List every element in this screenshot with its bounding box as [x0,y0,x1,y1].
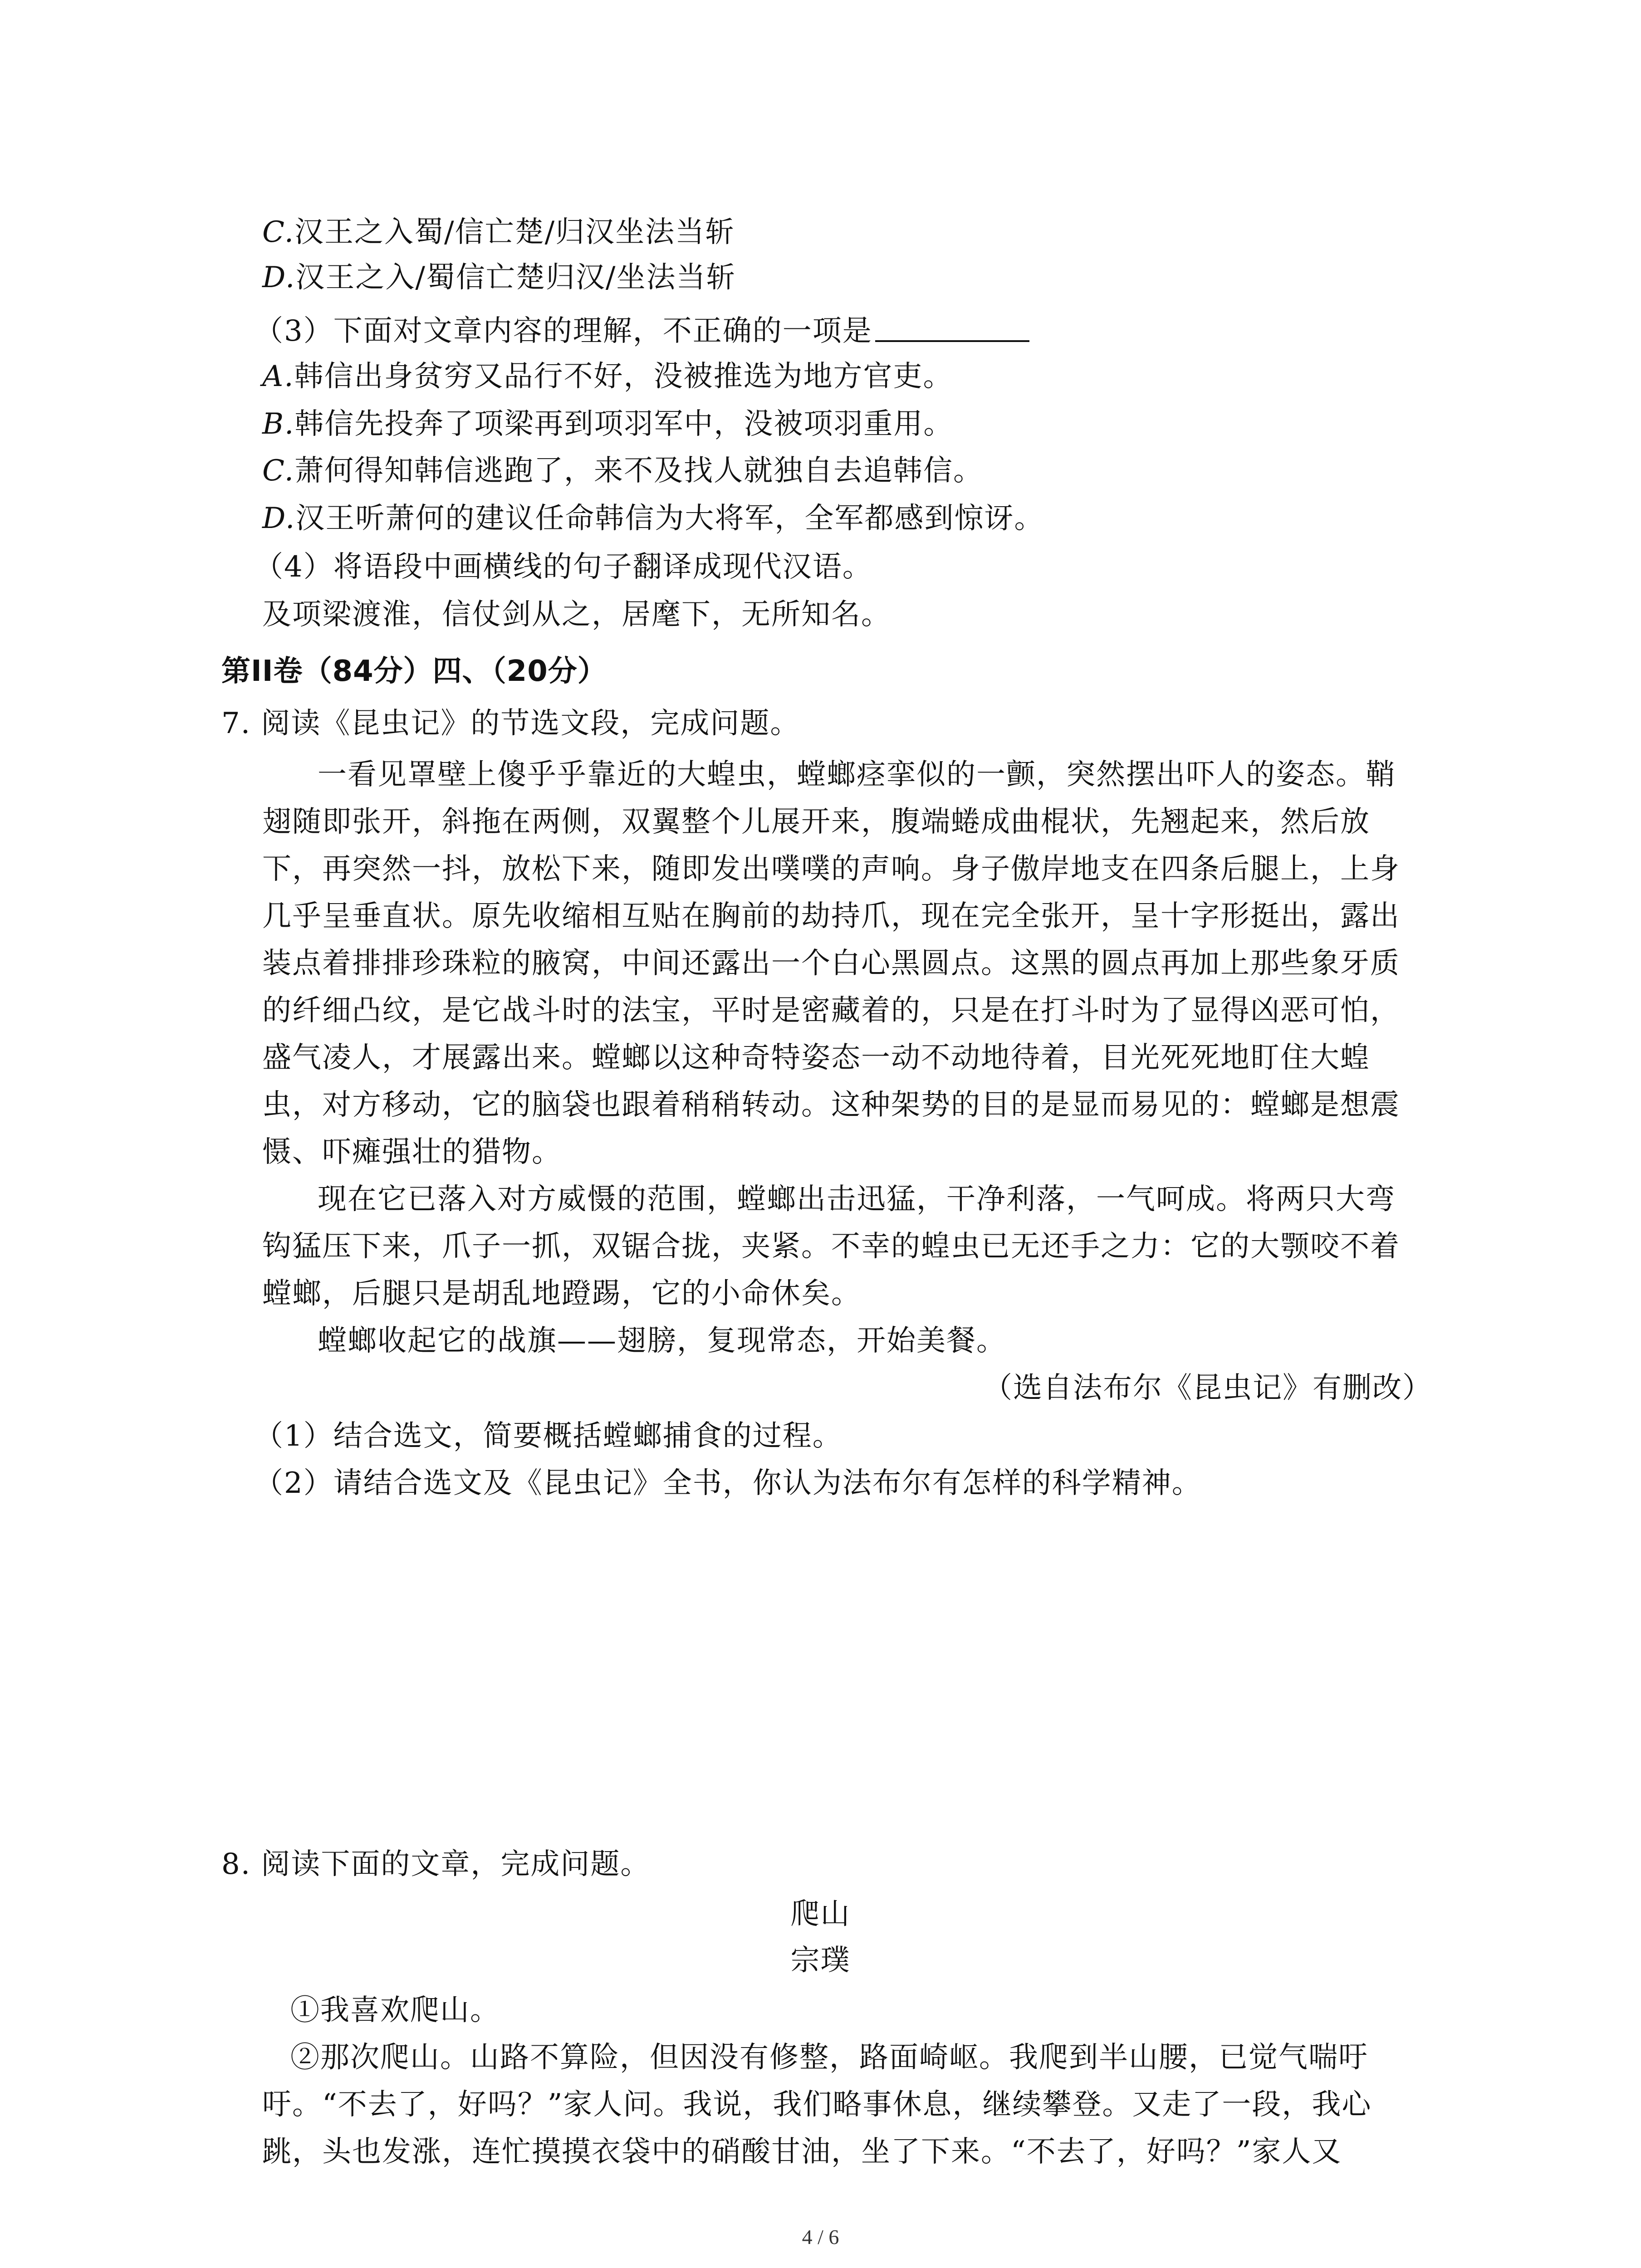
q7-source: （选自法布尔《昆虫记》有删改） [983,1371,1432,1405]
q7-passage-line: 盛气凌人，才展露出来。螳螂以这种奇特姿态一动不动地待着，目光死死地盯住大蝗 [262,1041,1370,1075]
option-text: 汉王听萧何的建议任命韩信为大将军，全军都感到惊讶。 [295,502,1044,535]
q7-title: 7. 阅读《昆虫记》的节选文段，完成问题。 [221,707,800,740]
article-author: 宗璞 [790,1944,851,1977]
option-c-split [262,214,735,250]
option-text: 汉王之入蜀/信亡楚/归汉坐法当斩 [294,215,735,249]
option-letter: D. [262,261,296,294]
q6-sub3-prompt [254,313,1029,349]
q6-sub3-option-c [262,453,983,489]
option-letter: A. [262,360,294,393]
q6-sub4-sentence: 及项梁渡淮，信仗剑从之，居麾下，无所知名。 [262,598,891,631]
q7-passage-line: 慑、吓瘫强壮的猎物。 [262,1135,562,1169]
q7-passage-line: 的纤细凸纹，是它战斗时的法宝，平时是密藏着的，只是在打斗时为了显得凶恶可怕， [262,994,1400,1027]
option-text: 韩信出身贫穷又品行不好，没被推选为地方官吏。 [294,360,953,393]
q7-passage-line: 下，再突然一抖，放松下来，随即发出噗噗的声响。身子傲岸地支在四条后腿上，上身 [262,852,1400,886]
prompt-text: （3）下面对文章内容的理解，不正确的一项是 [254,314,872,348]
option-text: 萧何得知韩信逃跑了，来不及找人就独自去追韩信。 [294,454,984,488]
option-letter: B. [262,407,295,441]
option-d-split [262,259,736,296]
page-number: 4 / 6 [802,2225,839,2248]
article-title: 爬山 [790,1897,851,1931]
option-text: 韩信先投奔了项梁再到项羽军中，没被项羽重用。 [294,407,954,441]
option-text: 汉王之入/蜀信亡楚归汉/坐法当斩 [295,261,736,294]
q7-passage-line: 现在它已落入对方威慑的范围，螳螂出击迅猛，干净利落，一气呵成。将两只大弯 [318,1183,1396,1216]
q8-title: 8. 阅读下面的文章，完成问题。 [221,1848,651,1881]
q7-passage-line: 翅随即张开，斜拖在两侧，双翼整个儿展开来，腹端蜷成曲棍状，先翘起来，然后放 [262,805,1370,839]
q6-sub3-option-a [262,358,953,395]
q7-passage-line: 钩猛压下来，爪子一抓，双锯合拢，夹紧。不幸的蝗虫已无还手之力：它的大颚咬不着 [262,1230,1400,1263]
q7-passage-line: 虫，对方移动，它的脑袋也跟着稍稍转动。这种架势的目的是显而易见的：螳螂是想震 [262,1088,1400,1122]
q7-sub2: （2）请结合选文及《昆虫记》全书，你认为法布尔有怎样的科学精神。 [254,1466,1202,1500]
section-heading: 第II卷（84分）四、（20分） [221,655,607,688]
q7-passage-line: 一看见罩壁上傻乎乎靠近的大蝗虫，螳螂痉挛似的一颤，突然摆出吓人的姿态。鞘 [318,758,1396,792]
q7-passage-line: 几乎呈垂直状。原先收缩相互贴在胸前的劫持爪，现在完全张开，呈十字形挺出，露出 [262,899,1400,933]
q7-passage-line: 螳螂收起它的战旗——翅膀，复现常态，开始美餐。 [318,1324,1006,1358]
q8-passage-line: ②那次爬山。山路不算险，但因没有修整，路面崎岖。我爬到半山腰，已觉气喘吁 [290,2041,1368,2074]
option-letter: C. [262,215,295,249]
option-letter: C. [262,454,295,488]
option-letter: D. [262,502,296,535]
q7-sub1: （1）结合选文，简要概括螳螂捕食的过程。 [254,1419,843,1453]
q8-passage-line: ①我喜欢爬山。 [290,1994,500,2027]
q6-sub4-prompt: （4）将语段中画横线的句子翻译成现代汉语。 [254,550,872,584]
q8-passage-line: 吁。“不去了，好吗？”家人问。我说，我们略事休息，继续攀登。又走了一段，我心 [262,2088,1372,2121]
q8-passage-line: 跳，头也发涨，连忙摸摸衣袋中的硝酸甘油，坐了下来。“不去了，好吗？”家人又 [262,2135,1342,2169]
q6-sub3-option-d [262,500,1044,537]
q7-passage-line: 螳螂，后腿只是胡乱地蹬踢，它的小命休矣。 [262,1277,861,1310]
q6-sub3-option-b [262,406,953,442]
answer-blank[interactable] [875,313,1029,342]
q7-passage-line: 装点着排排珍珠粒的腋窝，中间还露出一个白心黑圆点。这黑的圆点再加上那些象牙质 [262,947,1400,980]
